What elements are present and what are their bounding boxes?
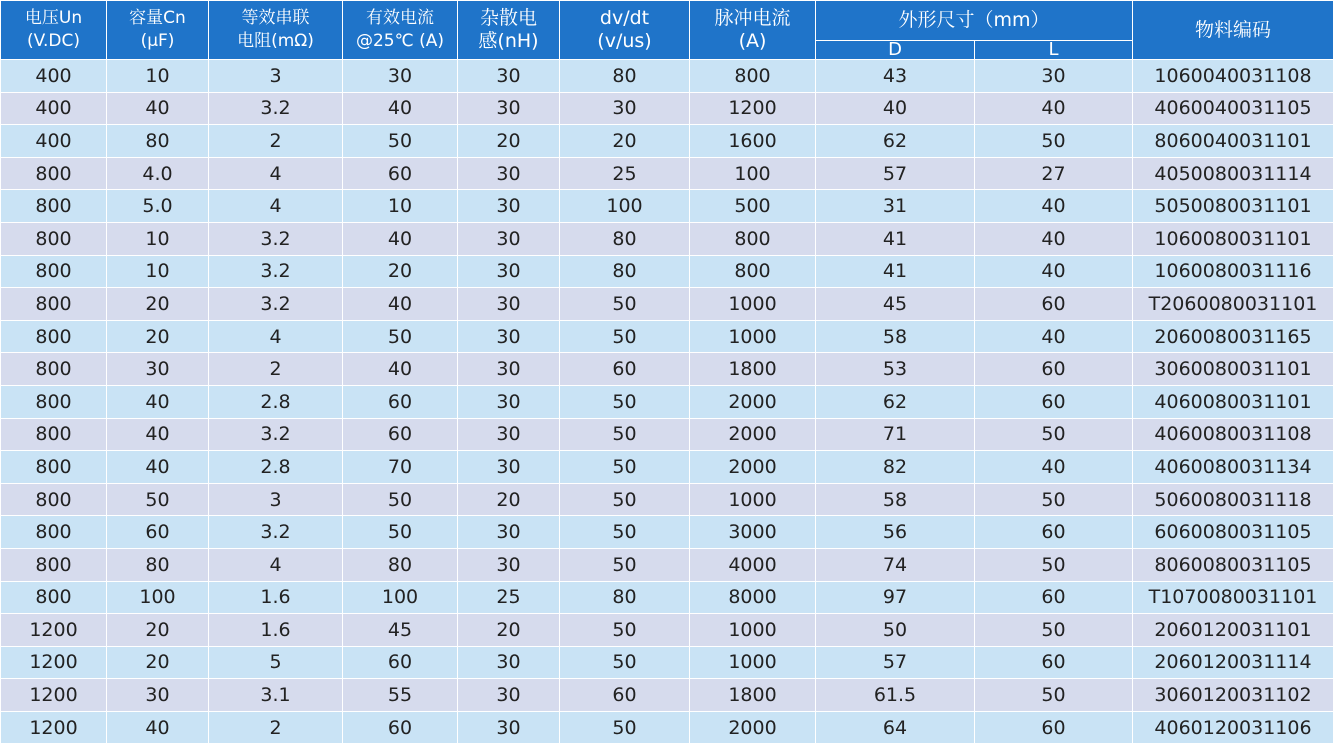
cell-rms-current: 20	[343, 255, 458, 288]
table-row	[1, 483, 1333, 516]
cell-pulse-current: 1200	[690, 92, 816, 125]
table-header	[1, 1, 1333, 60]
cell-dim-l: 60	[975, 288, 1133, 321]
cell-dim-d: 82	[816, 451, 975, 484]
cell-dim-d: 41	[816, 222, 975, 255]
cell-voltage: 800	[1, 255, 107, 288]
cell-voltage: 1200	[1, 646, 107, 679]
cell-pulse-current: 1000	[690, 320, 816, 353]
cell-dim-d: 97	[816, 581, 975, 614]
table-row	[1, 190, 1333, 223]
table-row	[1, 320, 1333, 353]
cell-esr: 3.2	[209, 92, 343, 125]
cell-inductance: 20	[458, 125, 560, 158]
table-row	[1, 614, 1333, 647]
cell-capacitance: 80	[107, 125, 209, 158]
cell-voltage: 800	[1, 451, 107, 484]
cell-inductance: 30	[458, 679, 560, 712]
cell-esr: 3.1	[209, 679, 343, 712]
cell-dvdt: 50	[560, 451, 690, 484]
cell-dvdt: 80	[560, 255, 690, 288]
cell-dim-l: 40	[975, 451, 1133, 484]
cell-dim-d: 56	[816, 516, 975, 549]
cell-dim-l: 50	[975, 614, 1133, 647]
cell-material-code: 2060080031165	[1133, 320, 1333, 353]
cell-esr: 2.8	[209, 451, 343, 484]
cell-material-code: 1060080031101	[1133, 222, 1333, 255]
header-dvdt: dv/dt (v/us)	[560, 1, 690, 60]
cell-dim-d: 57	[816, 646, 975, 679]
cell-voltage: 800	[1, 581, 107, 614]
cell-dim-d: 40	[816, 92, 975, 125]
cell-rms-current: 10	[343, 190, 458, 223]
table-row	[1, 92, 1333, 125]
cell-dim-d: 58	[816, 483, 975, 516]
cell-dim-d: 45	[816, 288, 975, 321]
table-row	[1, 711, 1333, 744]
cell-voltage: 400	[1, 125, 107, 158]
cell-inductance: 30	[458, 190, 560, 223]
cell-capacitance: 40	[107, 451, 209, 484]
cell-esr: 3	[209, 60, 343, 93]
cell-dim-d: 71	[816, 418, 975, 451]
cell-dim-d: 64	[816, 711, 975, 744]
cell-pulse-current: 500	[690, 190, 816, 223]
header-dimensions: 外形尺寸（mm）	[816, 1, 1133, 41]
cell-esr: 4	[209, 548, 343, 581]
table-row	[1, 581, 1333, 614]
cell-inductance: 30	[458, 516, 560, 549]
cell-esr: 3.2	[209, 255, 343, 288]
cell-dim-d: 58	[816, 320, 975, 353]
table-row	[1, 516, 1333, 549]
cell-dvdt: 50	[560, 646, 690, 679]
cell-dvdt: 50	[560, 516, 690, 549]
cell-material-code: T1070080031101	[1133, 581, 1333, 614]
cell-rms-current: 50	[343, 125, 458, 158]
cell-material-code: T2060080031101	[1133, 288, 1333, 321]
cell-rms-current: 40	[343, 353, 458, 386]
table-row	[1, 548, 1333, 581]
cell-material-code: 1060040031108	[1133, 60, 1333, 93]
cell-voltage: 400	[1, 60, 107, 93]
cell-capacitance: 4.0	[107, 157, 209, 190]
cell-inductance: 25	[458, 581, 560, 614]
cell-capacitance: 5.0	[107, 190, 209, 223]
cell-dim-l: 60	[975, 516, 1133, 549]
header-pulse-current: 脉冲电流 (A)	[690, 1, 816, 60]
cell-esr: 2	[209, 711, 343, 744]
cell-esr: 4	[209, 157, 343, 190]
table-row	[1, 255, 1333, 288]
cell-voltage: 800	[1, 353, 107, 386]
cell-voltage: 800	[1, 288, 107, 321]
table-row	[1, 125, 1333, 158]
cell-dvdt: 50	[560, 548, 690, 581]
cell-material-code: 3060080031101	[1133, 353, 1333, 386]
cell-pulse-current: 1800	[690, 679, 816, 712]
cell-dvdt: 80	[560, 581, 690, 614]
cell-material-code: 5050080031101	[1133, 190, 1333, 223]
cell-dvdt: 80	[560, 60, 690, 93]
cell-inductance: 30	[458, 548, 560, 581]
cell-material-code: 8060040031101	[1133, 125, 1333, 158]
cell-dim-l: 60	[975, 646, 1133, 679]
cell-rms-current: 60	[343, 646, 458, 679]
cell-dvdt: 30	[560, 92, 690, 125]
cell-voltage: 800	[1, 157, 107, 190]
header-voltage: 电压Un (V.DC)	[1, 1, 107, 60]
cell-esr: 2	[209, 125, 343, 158]
cell-dim-l: 40	[975, 222, 1133, 255]
cell-inductance: 20	[458, 483, 560, 516]
cell-voltage: 800	[1, 385, 107, 418]
cell-dim-l: 40	[975, 320, 1133, 353]
cell-dim-l: 60	[975, 353, 1133, 386]
cell-dim-l: 60	[975, 581, 1133, 614]
header-capacitance: 容量Cn (μF)	[107, 1, 209, 60]
cell-inductance: 30	[458, 222, 560, 255]
table-body	[1, 60, 1333, 744]
cell-dim-l: 40	[975, 92, 1133, 125]
cell-material-code: 3060120031102	[1133, 679, 1333, 712]
table-row	[1, 385, 1333, 418]
cell-dim-d: 74	[816, 548, 975, 581]
cell-esr: 1.6	[209, 614, 343, 647]
cell-inductance: 30	[458, 157, 560, 190]
cell-material-code: 4060080031134	[1133, 451, 1333, 484]
cell-rms-current: 30	[343, 60, 458, 93]
table-row	[1, 288, 1333, 321]
cell-inductance: 20	[458, 614, 560, 647]
cell-capacitance: 10	[107, 60, 209, 93]
cell-inductance: 30	[458, 385, 560, 418]
cell-pulse-current: 1000	[690, 614, 816, 647]
cell-material-code: 8060080031105	[1133, 548, 1333, 581]
cell-dim-l: 30	[975, 60, 1133, 93]
cell-inductance: 30	[458, 92, 560, 125]
cell-rms-current: 60	[343, 157, 458, 190]
cell-esr: 3.2	[209, 288, 343, 321]
cell-inductance: 30	[458, 711, 560, 744]
cell-inductance: 30	[458, 418, 560, 451]
cell-voltage: 1200	[1, 711, 107, 744]
table-row	[1, 157, 1333, 190]
cell-material-code: 4050080031114	[1133, 157, 1333, 190]
cell-esr: 3.2	[209, 516, 343, 549]
cell-voltage: 800	[1, 190, 107, 223]
cell-capacitance: 30	[107, 353, 209, 386]
cell-dvdt: 50	[560, 320, 690, 353]
cell-rms-current: 50	[343, 320, 458, 353]
cell-capacitance: 50	[107, 483, 209, 516]
cell-inductance: 30	[458, 60, 560, 93]
cell-pulse-current: 1000	[690, 646, 816, 679]
cell-dvdt: 25	[560, 157, 690, 190]
cell-esr: 4	[209, 190, 343, 223]
cell-voltage: 800	[1, 320, 107, 353]
cell-dim-l: 50	[975, 125, 1133, 158]
cell-voltage: 800	[1, 418, 107, 451]
table-row	[1, 646, 1333, 679]
cell-pulse-current: 1000	[690, 483, 816, 516]
cell-capacitance: 10	[107, 255, 209, 288]
cell-capacitance: 80	[107, 548, 209, 581]
cell-dvdt: 100	[560, 190, 690, 223]
cell-esr: 2.8	[209, 385, 343, 418]
cell-voltage: 800	[1, 516, 107, 549]
cell-dvdt: 20	[560, 125, 690, 158]
header-rms-current: 有效电流 @25℃ (A)	[343, 1, 458, 60]
cell-material-code: 1060080031116	[1133, 255, 1333, 288]
cell-pulse-current: 100	[690, 157, 816, 190]
cell-pulse-current: 2000	[690, 385, 816, 418]
cell-voltage: 1200	[1, 679, 107, 712]
cell-voltage: 800	[1, 548, 107, 581]
cell-esr: 2	[209, 353, 343, 386]
cell-dvdt: 60	[560, 353, 690, 386]
cell-pulse-current: 1600	[690, 125, 816, 158]
table-row	[1, 60, 1333, 93]
cell-dim-d: 43	[816, 60, 975, 93]
cell-dim-d: 61.5	[816, 679, 975, 712]
cell-material-code: 4060040031105	[1133, 92, 1333, 125]
cell-capacitance: 40	[107, 92, 209, 125]
cell-dvdt: 50	[560, 483, 690, 516]
cell-material-code: 4060080031108	[1133, 418, 1333, 451]
cell-inductance: 30	[458, 646, 560, 679]
cell-dvdt: 50	[560, 614, 690, 647]
cell-dim-l: 50	[975, 679, 1133, 712]
cell-pulse-current: 3000	[690, 516, 816, 549]
cell-pulse-current: 800	[690, 60, 816, 93]
cell-dim-d: 31	[816, 190, 975, 223]
cell-material-code: 2060120031114	[1133, 646, 1333, 679]
cell-rms-current: 45	[343, 614, 458, 647]
cell-rms-current: 60	[343, 385, 458, 418]
cell-esr: 1.6	[209, 581, 343, 614]
cell-dvdt: 80	[560, 222, 690, 255]
cell-inductance: 30	[458, 288, 560, 321]
cell-dim-d: 62	[816, 385, 975, 418]
cell-capacitance: 30	[107, 679, 209, 712]
cell-dim-l: 60	[975, 385, 1133, 418]
cell-pulse-current: 4000	[690, 548, 816, 581]
cell-rms-current: 40	[343, 92, 458, 125]
cell-capacitance: 20	[107, 320, 209, 353]
cell-dim-l: 50	[975, 483, 1133, 516]
cell-inductance: 30	[458, 320, 560, 353]
cell-dim-d: 53	[816, 353, 975, 386]
cell-pulse-current: 2000	[690, 418, 816, 451]
cell-capacitance: 40	[107, 711, 209, 744]
cell-material-code: 5060080031118	[1133, 483, 1333, 516]
table-row	[1, 418, 1333, 451]
cell-inductance: 30	[458, 451, 560, 484]
cell-capacitance: 20	[107, 614, 209, 647]
cell-dvdt: 50	[560, 385, 690, 418]
cell-dim-l: 50	[975, 418, 1133, 451]
cell-pulse-current: 2000	[690, 711, 816, 744]
cell-dim-l: 27	[975, 157, 1133, 190]
cell-dvdt: 50	[560, 711, 690, 744]
header-material-code: 物料编码	[1133, 1, 1333, 60]
cell-inductance: 30	[458, 353, 560, 386]
cell-rms-current: 100	[343, 581, 458, 614]
table-row	[1, 451, 1333, 484]
cell-voltage: 800	[1, 222, 107, 255]
cell-inductance: 30	[458, 255, 560, 288]
header-dim-l: L	[975, 41, 1133, 60]
header-inductance: 杂散电 感(nH)	[458, 1, 560, 60]
cell-dim-d: 62	[816, 125, 975, 158]
table-row	[1, 353, 1333, 386]
cell-pulse-current: 2000	[690, 451, 816, 484]
cell-capacitance: 100	[107, 581, 209, 614]
cell-capacitance: 40	[107, 418, 209, 451]
cell-rms-current: 55	[343, 679, 458, 712]
header-esr: 等效串联 电阻(mΩ)	[209, 1, 343, 60]
cell-dim-l: 40	[975, 255, 1133, 288]
cell-esr: 4	[209, 320, 343, 353]
cell-dvdt: 60	[560, 679, 690, 712]
cell-dvdt: 50	[560, 418, 690, 451]
cell-voltage: 400	[1, 92, 107, 125]
cell-material-code: 2060120031101	[1133, 614, 1333, 647]
cell-rms-current: 80	[343, 548, 458, 581]
cell-capacitance: 10	[107, 222, 209, 255]
cell-esr: 3	[209, 483, 343, 516]
cell-rms-current: 40	[343, 222, 458, 255]
cell-pulse-current: 800	[690, 255, 816, 288]
cell-rms-current: 60	[343, 418, 458, 451]
cell-dim-d: 50	[816, 614, 975, 647]
cell-esr: 5	[209, 646, 343, 679]
cell-dvdt: 50	[560, 288, 690, 321]
cell-material-code: 6060080031105	[1133, 516, 1333, 549]
cell-capacitance: 20	[107, 646, 209, 679]
table-row	[1, 679, 1333, 712]
table-row	[1, 222, 1333, 255]
cell-pulse-current: 8000	[690, 581, 816, 614]
cell-material-code: 4060120031106	[1133, 711, 1333, 744]
cell-rms-current: 50	[343, 483, 458, 516]
cell-pulse-current: 1000	[690, 288, 816, 321]
cell-dim-l: 40	[975, 190, 1133, 223]
cell-material-code: 4060080031101	[1133, 385, 1333, 418]
cell-voltage: 1200	[1, 614, 107, 647]
cell-esr: 3.2	[209, 418, 343, 451]
cell-capacitance: 20	[107, 288, 209, 321]
cell-pulse-current: 800	[690, 222, 816, 255]
cell-dim-l: 60	[975, 711, 1133, 744]
cell-pulse-current: 1800	[690, 353, 816, 386]
cell-dim-d: 57	[816, 157, 975, 190]
cell-esr: 3.2	[209, 222, 343, 255]
cell-rms-current: 60	[343, 711, 458, 744]
cell-capacitance: 60	[107, 516, 209, 549]
cell-voltage: 800	[1, 483, 107, 516]
cell-rms-current: 40	[343, 288, 458, 321]
cell-rms-current: 50	[343, 516, 458, 549]
cell-dim-d: 41	[816, 255, 975, 288]
cell-rms-current: 70	[343, 451, 458, 484]
cell-dim-l: 50	[975, 548, 1133, 581]
header-dim-d: D	[816, 41, 975, 60]
cell-capacitance: 40	[107, 385, 209, 418]
